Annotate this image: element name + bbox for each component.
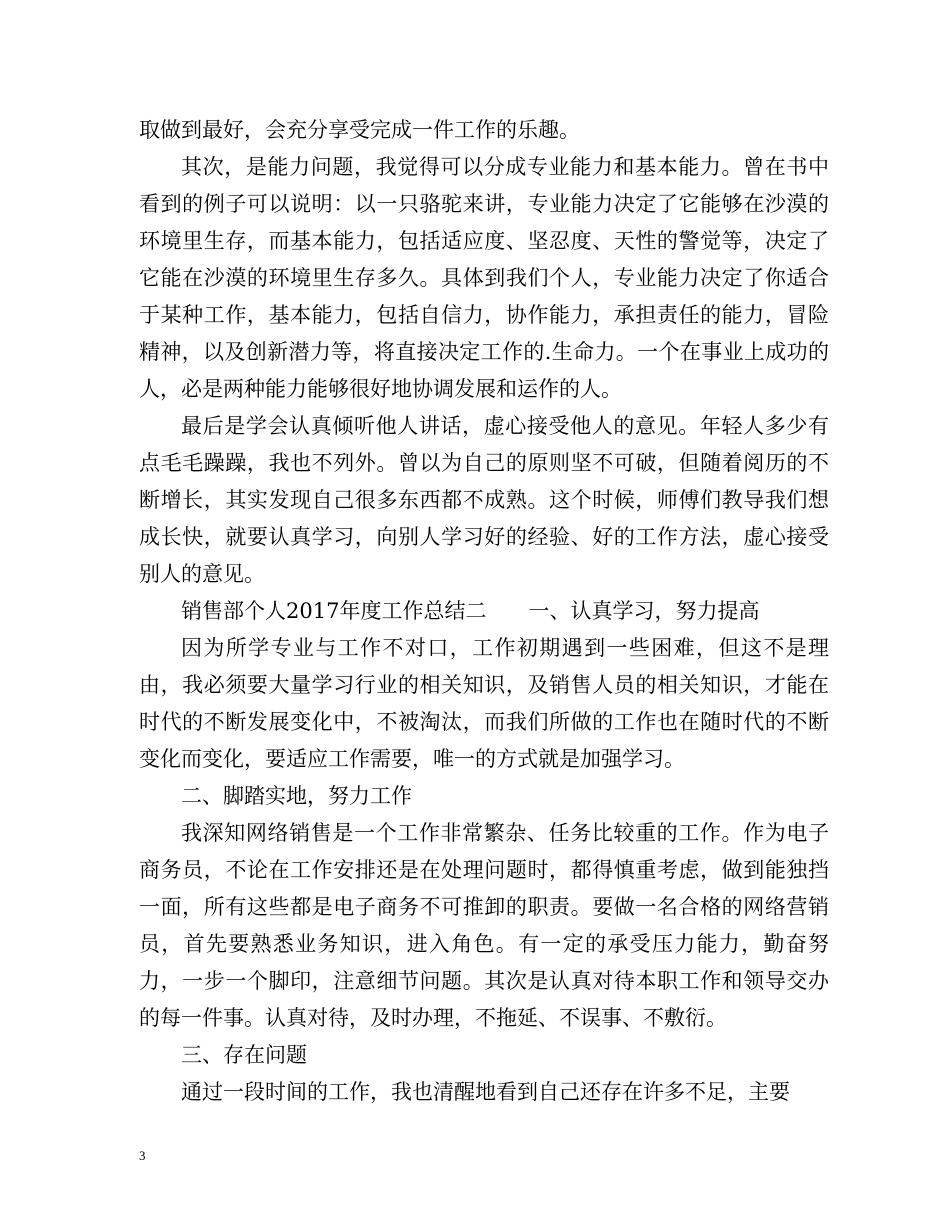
paragraph-ability: 其次，是能力问题，我觉得可以分成专业能力和基本能力。曾在书中看到的例子可以说明：以一只骆驼来讲，专业能力决定了它能够在沙漠的环境里生存，而基本能力，包括适应度、坚忍度、天性的警觉等，决定了它能在沙漠的环境里生存多久。具体到我们个人，专业能力决定了你适合于某种工作，基本能力，包括自信力，协作能力，承担责任的能力，冒险精神，以及创新潜力等，将直接决定工作的.生命力。一个在事业上成功的人，必是两种能力能够很好地协调发展和运作的人。 [139,155,829,401]
page-number: 3 [139,1148,146,1163]
paragraph-listening: 最后是学会认真倾听他人讲话，虚心接受他人的意见。年轻人多少有点毛毛躁躁，我也不列外。曾以为自己的原则坚不可破，但随着阅历的不断增长，其实发现自己很多东西都不成熟。这个时候，师傅们教导我们想成长快，就要认真学习，向别人学习好的经验、好的工作方法，虚心接受别人的意见。 [139,414,829,586]
section-heading-three: 三、存在问题 [181,1043,307,1067]
paragraph-continuation: 取做到最好，会充分享受完成一件工作的乐趣。 [139,118,580,142]
paragraph-problems: 通过一段时间的工作，我也清醒地看到自己还存在许多不足，主要 [181,1080,790,1104]
document-body [139,112,829,1111]
section-heading-two: 二、脚踏实地，努力工作 [181,784,412,808]
section-heading-summary-two: 销售部个人2017年度工作总结二 一、认真学习，努力提高 [181,599,760,623]
paragraph-work: 我深知网络销售是一个工作非常繁杂、任务比较重的工作。作为电子商务员，不论在工作安排还是在处理问题时，都得慎重考虑，做到能独挡一面，所有这些都是电子商务不可推卸的职责。要做一名合格的网络营销员，首先要熟悉业务知识，进入角色。有一定的承受压力能力，勤奋努力，一步一个脚印，注意细节问题。其次是认真对待本职工作和领导交办的每一件事。认真对待，及时办理，不拖延、不误事、不敷衍。 [139,821,829,1030]
paragraph-learning: 因为所学专业与工作不对口，工作初期遇到一些困难，但这不是理由，我必须要大量学习行业的相关知识，及销售人员的相关知识，才能在时代的不断发展变化中，不被淘汰，而我们所做的工作也在随时代的不断变化而变化，要适应工作需要，唯一的方式就是加强学习。 [139,636,829,771]
